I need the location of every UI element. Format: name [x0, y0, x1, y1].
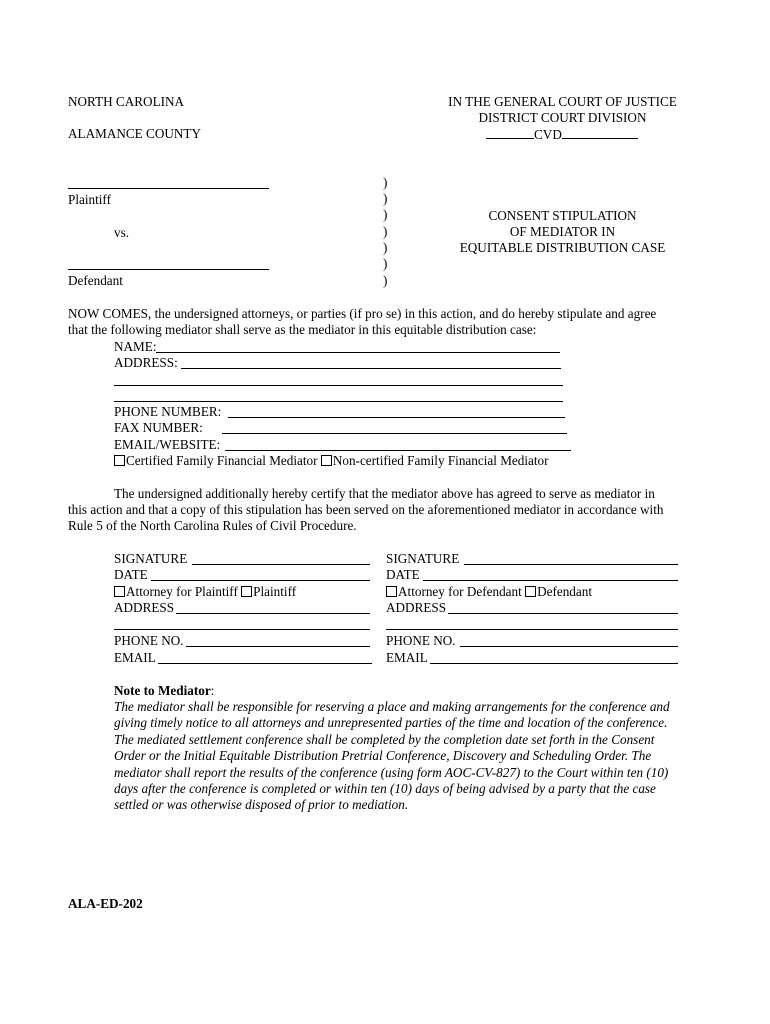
attorney-for-plaintiff-checkbox[interactable] — [114, 586, 125, 597]
plaintiff-checkbox[interactable] — [241, 586, 252, 597]
caption-paren: ) — [383, 175, 388, 190]
intro-line-2: that the following mediator shall serve as the mediator in this equitable distribution case: — [68, 322, 537, 337]
plaintiff-email-field[interactable] — [158, 663, 372, 664]
defendant-option-label: Defendant — [537, 584, 592, 599]
defendant-date-field[interactable] — [423, 580, 678, 581]
plaintiff-signature-field[interactable] — [192, 564, 370, 565]
certify-line-3: Rule 5 of the North Carolina Rules of Civil Procedure. — [68, 518, 357, 533]
defendant-label: Defendant — [68, 273, 123, 288]
form-title-line-3: EQUITABLE DISTRIBUTION CASE — [459, 240, 666, 255]
mediator-type-options — [114, 453, 549, 469]
note-heading-colon: : — [210, 683, 215, 698]
plaintiff-date-field[interactable] — [151, 580, 370, 581]
state-name: NORTH CAROLINA — [68, 94, 185, 109]
note-line-4: Order or the Initial Equitable Distribution Pretrial Conference, Discovery and Scheduling Order. The — [114, 748, 652, 763]
plaintiff-signature-label: SIGNATURE — [114, 551, 188, 566]
note-heading-text: Note to Mediator — [114, 683, 211, 698]
certify-line-1: The undersigned additionally hereby certify that the mediator above has agreed to serve as mediator in — [114, 486, 655, 501]
defendant-party-options — [386, 584, 592, 600]
certified-mediator-label: Certified Family Financial Mediator — [126, 453, 318, 468]
form-title-line-2: OF MEDIATOR IN — [509, 224, 616, 239]
form-title-line-1: CONSENT STIPULATION — [488, 208, 637, 223]
note-line-5: mediator shall report the results of the conference (using form AOC-CV-827) to the Court within ten (10) — [114, 765, 669, 780]
defendant-signature-label: SIGNATURE — [386, 551, 460, 566]
mediator-address-field-2[interactable] — [114, 385, 563, 386]
caption-paren: ) — [383, 207, 388, 222]
case-year-blank[interactable] — [486, 126, 534, 139]
note-line-3: The mediated settlement conference shall be completed by the completion date set forth in the Consent — [114, 732, 655, 747]
defendant-address-field-2[interactable] — [386, 629, 678, 630]
defendant-address-label: ADDRESS — [386, 600, 447, 615]
defendant-signature-field[interactable] — [464, 564, 678, 565]
plaintiff-date-label: DATE — [114, 567, 148, 582]
note-heading — [114, 683, 214, 699]
attorney-for-defendant-label: Attorney for Defendant — [398, 584, 522, 599]
note-line-2: giving timely notice to all attorneys and unrepresented parties of the time and location of the conference. — [114, 715, 668, 730]
plaintiff-address-field-2[interactable] — [114, 629, 370, 630]
vs-label: vs. — [114, 225, 130, 240]
caption-paren: ) — [383, 256, 388, 271]
note-line-7: settled or was otherwise disposed of prior to mediation. — [114, 797, 409, 812]
plaintiff-address-label: ADDRESS — [114, 600, 175, 615]
mediator-address-field-3[interactable] — [114, 401, 563, 402]
mediator-phone-field[interactable] — [228, 417, 565, 418]
county-name: ALAMANCE COUNTY — [68, 126, 201, 141]
plaintiff-party-options — [114, 584, 296, 600]
note-line-1: The mediator shall be responsible for reserving a place and making arrangements for the conference and — [114, 699, 670, 714]
case-number-field[interactable] — [486, 126, 638, 143]
mediator-address-field[interactable] — [181, 368, 561, 369]
defendant-email-label: EMAIL — [386, 650, 428, 665]
attorney-for-plaintiff-label: Attorney for Plaintiff — [126, 584, 238, 599]
mediator-fax-label: FAX NUMBER: — [114, 420, 203, 435]
noncertified-mediator-checkbox[interactable] — [321, 455, 332, 466]
plaintiff-address-field[interactable] — [176, 613, 370, 614]
caption-paren: ) — [383, 224, 388, 239]
plaintiff-label: Plaintiff — [68, 192, 111, 207]
defendant-email-field[interactable] — [430, 663, 678, 664]
intro-line-1: NOW COMES, the undersigned attorneys, or parties (if pro se) in this action, and do hereby stipulate and agree — [68, 306, 657, 321]
mediator-email-label: EMAIL/WEBSITE: — [114, 437, 221, 452]
mediator-name-field[interactable] — [156, 352, 560, 353]
plaintiff-phone-label: PHONE NO. — [114, 633, 184, 648]
caption-paren: ) — [383, 191, 388, 206]
plaintiff-phone-field[interactable] — [186, 646, 370, 647]
mediator-address-label: ADDRESS: — [114, 355, 178, 370]
noncertified-mediator-label: Non-certified Family Financial Mediator — [332, 453, 549, 468]
court-line-2: DISTRICT COURT DIVISION — [478, 110, 647, 125]
certify-line-2: this action and that a copy of this stipulation has been served on the aforementioned mediator in accordance with — [68, 502, 664, 517]
case-code: CVD — [534, 127, 562, 142]
plaintiff-email-label: EMAIL — [114, 650, 156, 665]
defendant-address-field[interactable] — [448, 613, 678, 614]
case-number-blank[interactable] — [562, 126, 638, 139]
caption-paren: ) — [383, 273, 388, 288]
attorney-for-defendant-checkbox[interactable] — [386, 586, 397, 597]
defendant-name-line[interactable] — [68, 269, 269, 270]
form-number: ALA-ED-202 — [68, 896, 143, 911]
mediator-name-label: NAME: — [114, 339, 157, 354]
defendant-phone-label: PHONE NO. — [386, 633, 456, 648]
plaintiff-name-line[interactable] — [68, 188, 269, 189]
caption-paren: ) — [383, 240, 388, 255]
plaintiff-option-label: Plaintiff — [253, 584, 297, 599]
note-line-6: days after the conference is completed or within ten (10) days of being advised by a party that the case — [114, 781, 656, 796]
mediator-fax-field[interactable] — [222, 433, 567, 434]
mediator-email-field[interactable] — [225, 450, 571, 451]
court-line-1: IN THE GENERAL COURT OF JUSTICE — [448, 94, 677, 109]
mediator-phone-label: PHONE NUMBER: — [114, 404, 222, 419]
certified-mediator-checkbox[interactable] — [114, 455, 125, 466]
defendant-phone-field[interactable] — [460, 646, 678, 647]
defendant-date-label: DATE — [386, 567, 420, 582]
defendant-checkbox[interactable] — [525, 586, 536, 597]
